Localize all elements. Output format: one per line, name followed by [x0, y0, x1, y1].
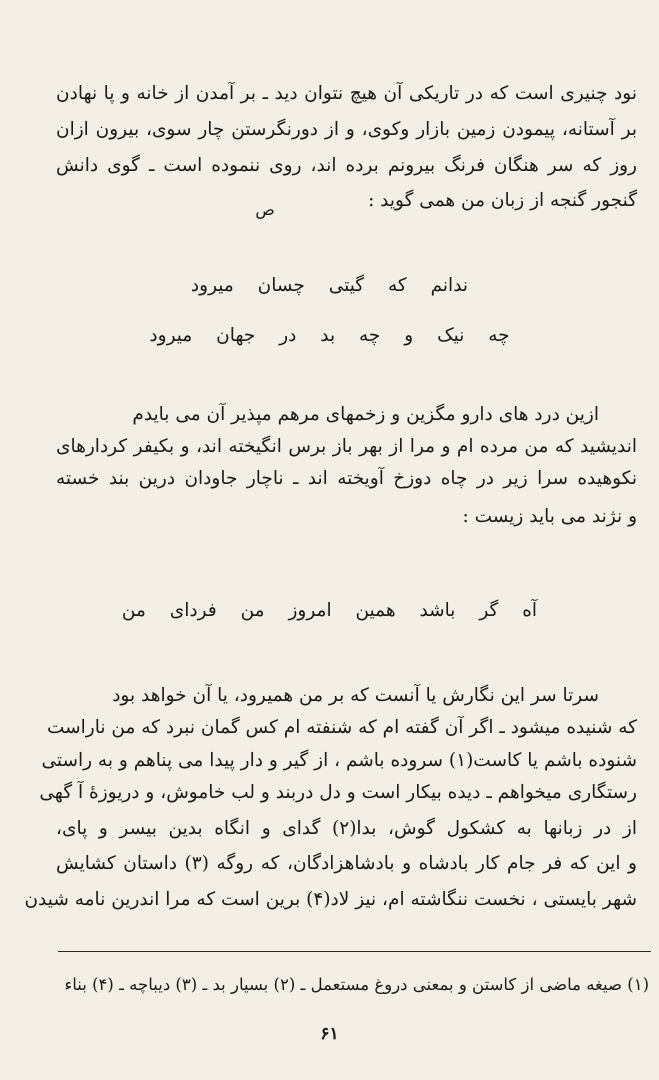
verse-2-line: آه گر باشد همین امروز من فردای من	[121, 600, 538, 621]
paragraph-3-line: شنوده باشم یا کاست(۱) سروده باشم ، از گیر و دار پیدا می پناهم و به راستی	[41, 750, 637, 771]
paragraph-2-line: و نژند می باید زیست :	[462, 506, 637, 527]
paragraph-1-line: نود چنیری است که در تاریکی آن هیچ نتوان دید ـ بر آمدن از خانه و پا نهادن	[56, 83, 637, 104]
paragraph-3-line: از در زبانها به کشکول گوش، بدا(۲) گدای و انگاه بدین بیسر و پای،	[56, 818, 638, 839]
paragraph-3-line: رستگاری میخواهم ـ دیده بیکار است و دل دربند و لب خاموش، و دریوزهٔ آ گهی	[39, 782, 637, 803]
paragraph-2-line: اندیشید که من مرده ام و مرا از بهر باز برس انگیخته اند، و بکیفر کردارهای	[56, 436, 637, 457]
footnote-divider	[58, 951, 651, 952]
paragraph-1-line: بر آستانه، پیمودن زمین بازار وکوی، و از دورنگرستن چار سوی، بیرون ازان	[56, 119, 637, 140]
footnote: (۱) صیغه ماضی از کاستن و بمعنی دروغ مستعمل ـ (۲) بسیار بد ـ (۳) دیباچه ـ (۴) بناء	[64, 975, 649, 994]
paragraph-3-line: سرتا سر این نگارش یا آنست که بر من همیرود، یا آن خواهد بود	[112, 685, 599, 706]
verse-1-line: چه نیک و چه بد در جهان میرود	[149, 325, 510, 346]
paragraph-3-line: و این که فر جام کار بادشاه و بادشاهزادگان، که روگه (۳) داستان کشایش	[56, 853, 637, 874]
paragraph-2-line: ازین درد های دارو مگزین و زخمهای مرهم مپذیر آن می بایدم	[132, 404, 599, 425]
paragraph-3-line: که شنیده میشود ـ اگر آن گفته ام که شنفته ام کس گمان نبرد که من ناراست	[46, 717, 637, 738]
paragraph-2-line: نکوهیده سرا زیر در چاه دوزخ آویخته اند ـ ناچار جاودان درین بند خسته	[56, 468, 637, 489]
paragraph-1-line: گنجور گنجه از زبان من همی گوید :	[368, 190, 637, 211]
page-number: ۶۱	[320, 1024, 339, 1044]
verse-1-line: ندانم که گیتی چسان میرود	[190, 275, 469, 296]
small-mark: ص	[255, 200, 275, 219]
paragraph-1-line: روز که سر هنگان فرنگ بیرونم برده اند، روی ننموده است ـ گوی دانش	[56, 155, 637, 176]
paragraph-3-line: شهر بایستی ، نخست ننگاشته ام، نیز لاد(۴) برین است که مرا اندرین نامه شیدن	[24, 889, 637, 910]
